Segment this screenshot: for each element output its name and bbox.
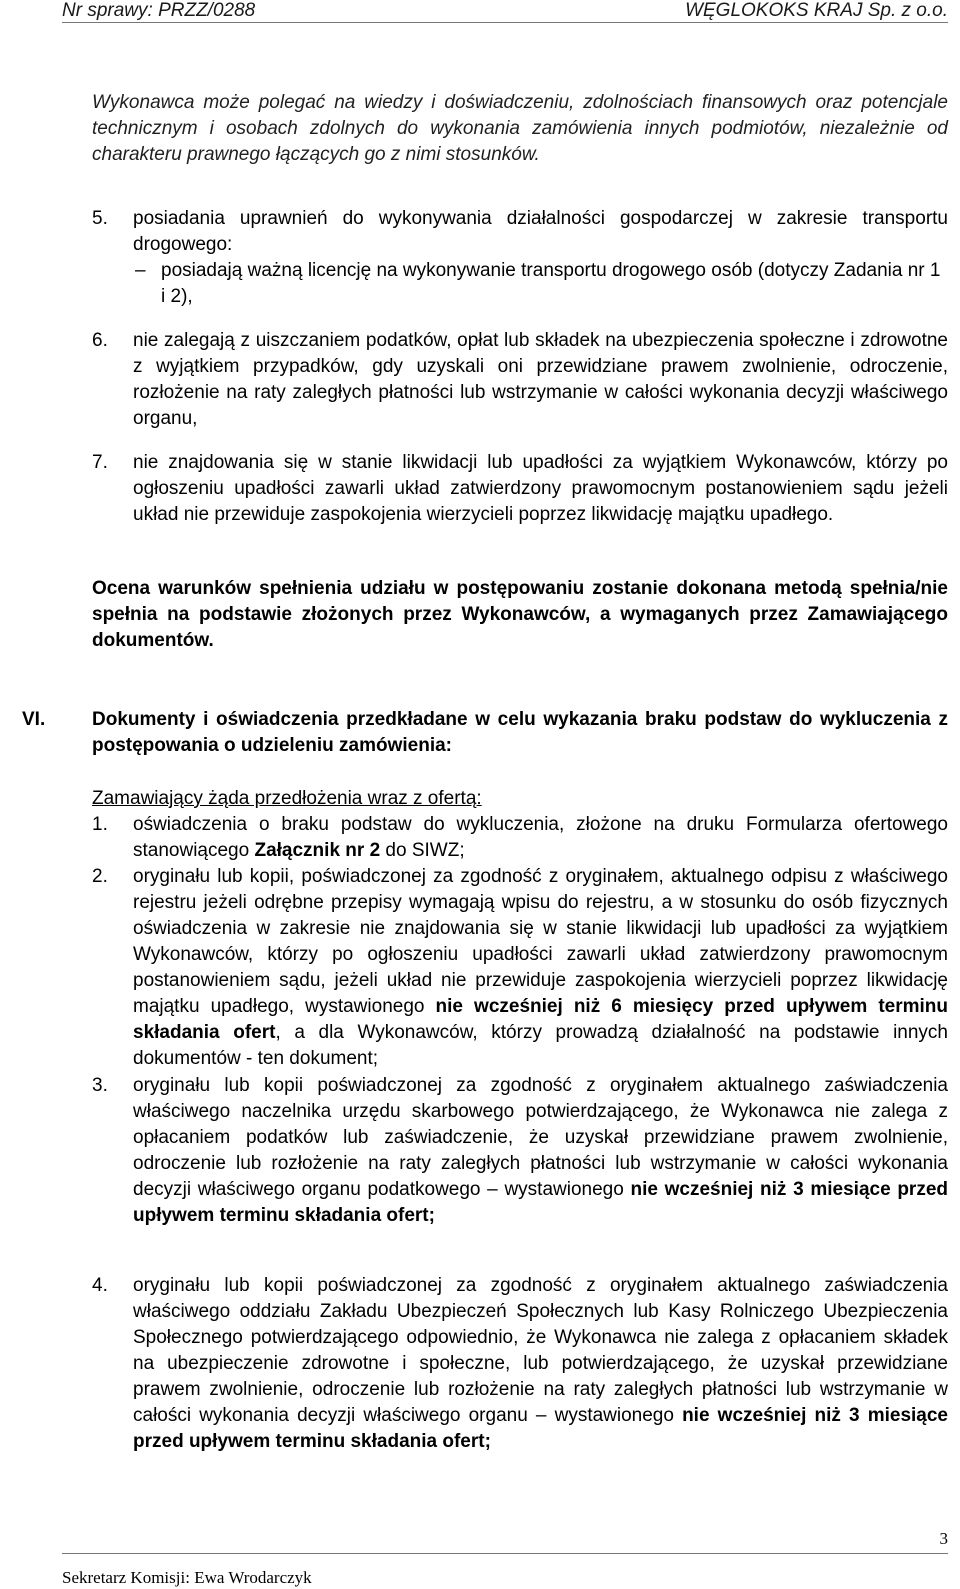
dash-bullet: – [135,260,146,281]
page-header [62,0,948,23]
section-title: Dokumenty i oświadczenia przedkładane w celu wykazania braku podstaw do wykluczenia z postępowania o udzieleniu zamówienia: [92,709,948,756]
condition-item-5 [92,206,948,258]
company-name: WĘGLOKOKS KRAJ Sp. z o.o. [685,0,948,21]
document-item-4 [92,1273,948,1455]
document-item-2 [92,864,948,1072]
condition-text: nie zalegają z uiszczaniem podatków, opłat lub składek na ubezpieczenia społeczne i zdrowotne z wyjątkiem przypadków, gdy uzyskali oni przewidziane prawem zwolnienie, odroczenie, rozłożenie na raty zaległych płatności lub wstrzymanie w całości wykonania decyzji właściwego organu, [133,330,948,429]
text-run: oświadczenia o braku podstaw do wykluczenia, złożone na druku Formularza ofertowego stanowiącego [133,814,948,861]
text-run: do SIWZ; [380,840,465,861]
document-text [133,864,948,1072]
intro-paragraph: Wykonawca może polegać na wiedzy i doświadczeniu, zdolnościach finansowych oraz potencjale technicznym i osobach zdolnych do wykonania zamówienia innych podmiotów, niezależnie od charakteru prawnego łączących go z nimi stosunków. [92,92,948,165]
condition-number: 6. [92,330,108,351]
assessment-paragraph: Ocena warunków spełnienia udziału w postępowaniu zostanie dokonana metodą spełnia/nie spełnia na podstawie złożonych przez Wykonawców, a wymaganych przez Zamawiającego dokumentów. [92,578,948,651]
condition-dash-item [92,258,948,310]
secretary-name: Sekretarz Komisji: Ewa Wrodarczyk [62,1568,312,1587]
condition-item-7 [92,450,948,528]
section-number: VI. [22,709,46,730]
required-heading: Zamawiający żąda przedłożenia wraz z ofertą: [92,788,482,809]
document-number: 3. [92,1075,108,1096]
document-item-1 [92,812,948,864]
condition-text: nie znajdowania się w stanie likwidacji lub upadłości za wyjątkiem Wykonawców, którzy po ogłoszeniu upadłości zawarli układ zatwierdzony prawomocnym postanowieniem sądu jeżeli układ nie przewiduje zaspokojenia wierzycieli poprzez likwidację majątku upadłego. [133,452,948,525]
condition-number: 7. [92,452,108,473]
text-run: oryginału lub kopii poświadczonej za zgodność z oryginałem aktualnego zaświadczenia właściwego naczelnika urzędu skarbowego potwierdzającego, że Wykonawca nie zalega z opłacaniem podatków lub zaświadczenie, że uzyskał przewidziane prawem zwolnienie, odroczenie lub rozłożenie na raty zaległych płatności lub wstrzymanie w całości wykonania decyzji właściwego organu podatkowego – wystawionego [133,1075,948,1200]
bold-text-run: Załącznik nr 2 [254,840,381,861]
document-item-3 [92,1073,948,1229]
dash-item-text: posiadają ważną licencję na wykonywanie transportu drogowego osób (dotyczy Zadania nr 1 i 2), [161,260,941,307]
text-run: oryginału lub kopii poświadczonej za zgodność z oryginałem aktualnego zaświadczenia właściwego oddziału Zakładu Ubezpieczeń Społecznych lub Kasy Rolniczego Ubezpieczenia Społecznego potwierdzającego odpowiednio, że Wykonawca nie zalega z opłacaniem składek na ubezpieczenie zdrowotne i społeczne, lub potwierdzającego, że uzyskał przewidziane prawem zwolnienie, odroczenie lub rozłożenie na raty zaległych płatności lub wstrzymanie w całości wykonania decyzji właściwego organu – wystawionego [133,1275,948,1426]
document-text [133,1073,948,1229]
document-text [133,1273,948,1455]
section-heading [22,707,948,759]
bold-text-run: nie wcześniej niż 3 miesiące przed upływem terminu składania ofert; [133,1405,949,1452]
text-run: , a dla Wykonawców, którzy prowadzą działalność na podstawie innych dokumentów - ten dokument; [133,1022,948,1069]
case-number: Nr sprawy: PRZZ/0288 [62,0,256,21]
condition-text: posiadania uprawnień do wykonywania działalności gospodarczej w zakresie transportu drogowego: [133,208,948,255]
text-run: oryginału lub kopii, poświadczonej za zgodność z oryginałem, aktualnego odpisu z właściwego rejestru jeżeli odrębne przepisy wymagają wpisu do rejestru, a w stosunku do osób fizycznych oświadczenia w zakresie nie znajdowania się w stanie likwidacji lub upadłości za wyjątkiem Wykonawców, którzy po ogłoszeniu upadłości zawarli układ zatwierdzony prawomocnym postanowieniem sądu, jeżeli układ nie przewiduje zaspokojenia wierzycieli poprzez likwidację majątku upadłego, wystawionego [133,866,948,1017]
condition-item-6 [92,328,948,432]
bold-text-run: nie wcześniej niż 6 miesięcy przed upływem terminu składania ofert [133,996,948,1043]
document-number: 1. [92,814,108,835]
page-number: 3 [939,1529,948,1548]
condition-number: 5. [92,208,108,229]
bold-text-run: nie wcześniej niż 3 miesiące przed upływem terminu składania ofert; [133,1179,949,1226]
document-text [133,812,948,864]
document-number: 2. [92,866,108,887]
document-number: 4. [92,1275,108,1296]
page-footer [62,1529,948,1587]
